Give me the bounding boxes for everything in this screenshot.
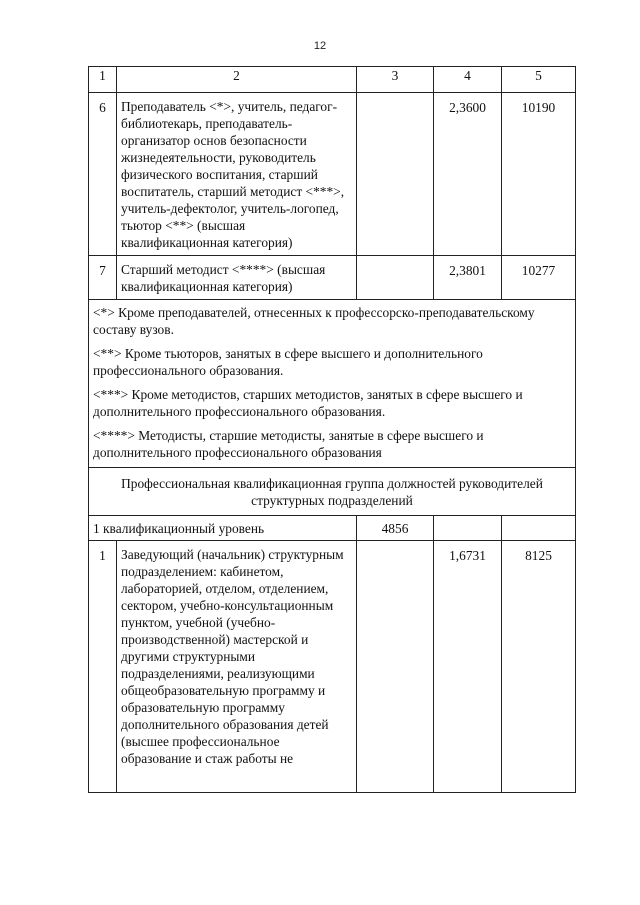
- coefficient-cell: 1,6731: [434, 541, 502, 793]
- table-header-row: [89, 67, 576, 93]
- page-number: 12: [313, 40, 327, 52]
- footnote: <****> Методисты, старшие методисты, занятые в сфере высшего и дополнительного профессионального образования: [93, 428, 484, 460]
- table-row: [89, 541, 576, 793]
- footnotes: [89, 300, 576, 468]
- coefficient-cell: 2,3801: [434, 256, 502, 300]
- header-cell: 2: [117, 67, 357, 93]
- salary-cell: 10190: [502, 93, 576, 256]
- footnote: <**> Кроме тьюторов, занятых в сфере высшего и дополнительного профессионального образования.: [93, 346, 483, 378]
- position-title: Преподаватель <*>, учитель, педагог-библиотекарь, преподаватель-организатор основ безопасности жизнедеятельности, руководитель физического воспитания, старший воспитатель, старший методист <***>, учитель-дефектолог, учитель-логопед, тьютор <**> (высшая квалификационная категория): [117, 93, 357, 256]
- qualification-level-row: [89, 516, 576, 541]
- footnote: <***> Кроме методистов, старших методистов, занятых в сфере высшего и дополнительного профессионального образования.: [93, 387, 523, 419]
- position-title: Старший методист <****> (высшая квалификационная категория): [117, 256, 357, 300]
- table-row: [89, 93, 576, 256]
- header-cell: 3: [357, 67, 434, 93]
- base-salary-value: 4856: [357, 516, 434, 541]
- table-row: [89, 256, 576, 300]
- base-salary-cell: [357, 93, 434, 256]
- salary-table: [88, 66, 576, 793]
- position-title: Заведующий (начальник) структурным подразделением: кабинетом, лабораторией, отделом, отделением, сектором, учебно-консультационным пунктом, учебной (учебно-производственной) мастерской и другими структурными подразделениями, реализующими общеобразовательную программу и образовательную программу дополнительного образования детей (высшее профессиональное образование и стаж работы не: [117, 541, 357, 793]
- footnotes-row: [89, 300, 576, 468]
- row-number: 7: [89, 256, 117, 300]
- qualification-level-label: 1 квалификационный уровень: [89, 516, 357, 541]
- header-cell: 4: [434, 67, 502, 93]
- empty-cell: [434, 516, 502, 541]
- row-number: 1: [89, 541, 117, 793]
- base-salary-cell: [357, 541, 434, 793]
- base-salary-cell: [357, 256, 434, 300]
- footnote: <*> Кроме преподавателей, отнесенных к профессорско-преподавательскому составу вузов.: [93, 305, 535, 337]
- salary-cell: 10277: [502, 256, 576, 300]
- row-number: 6: [89, 93, 117, 256]
- group-title: Профессиональная квалификационная группа должностей руководителей структурных подразделений: [89, 468, 576, 516]
- empty-cell: [502, 516, 576, 541]
- group-title-row: [89, 468, 576, 516]
- salary-cell: 8125: [502, 541, 576, 793]
- header-cell: 1: [89, 67, 117, 93]
- header-cell: 5: [502, 67, 576, 93]
- coefficient-cell: 2,3600: [434, 93, 502, 256]
